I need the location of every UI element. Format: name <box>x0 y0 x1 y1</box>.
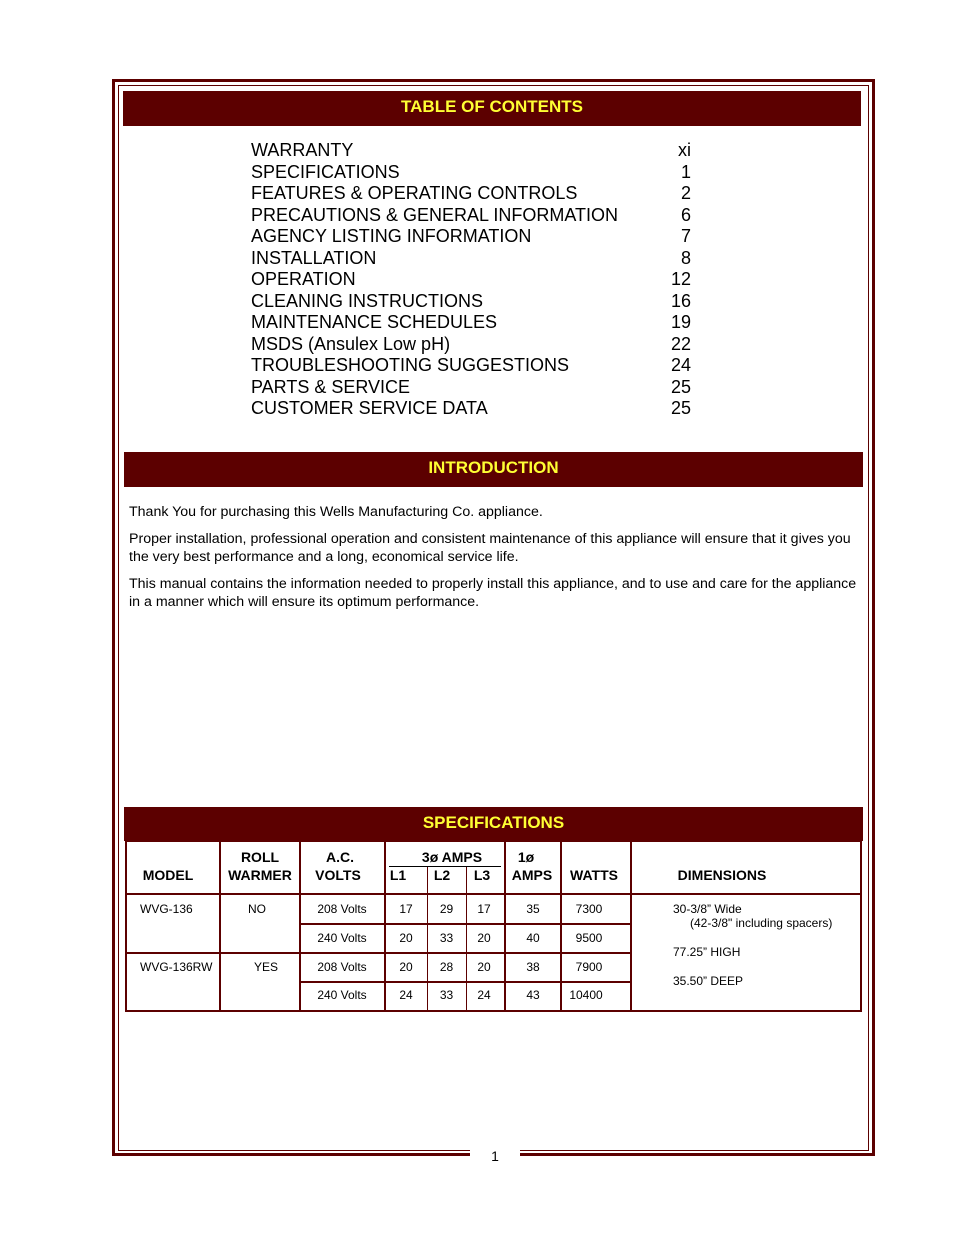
toc-entry-page: 16 <box>670 290 691 311</box>
toc-entry-page: 8 <box>680 247 691 268</box>
page-number: 1 <box>491 1148 499 1164</box>
toc-entry-page: 25 <box>670 398 691 418</box>
specifications-title: SPECIFICATIONS <box>422 813 565 832</box>
l1-cell: 24 <box>399 988 413 1002</box>
watts-cell: 7900 <box>575 960 603 974</box>
l1-cell: 20 <box>399 960 413 974</box>
amps-cell: 40 <box>526 931 540 945</box>
header-dimensions: DIMENSIONS <box>677 867 767 883</box>
toc-entry[interactable] <box>251 205 691 227</box>
roll-warmer-cell: YES <box>253 960 278 974</box>
header-model: MODEL <box>142 867 194 883</box>
toc-entry-page: 6 <box>680 204 691 225</box>
toc-entry[interactable] <box>251 248 691 270</box>
toc-entry-page: xi <box>678 140 691 160</box>
toc-entry-label: MAINTENANCE SCHEDULES <box>251 312 498 332</box>
roll-warmer-cell: NO <box>248 902 266 916</box>
amps-cell: 43 <box>526 988 540 1002</box>
toc-entry-label: TROUBLESHOOTING SUGGESTIONS <box>251 355 570 375</box>
amps-cell: 35 <box>526 902 540 916</box>
toc-entry[interactable] <box>251 269 691 291</box>
toc-entry-label: MSDS (Ansulex Low pH) <box>251 333 451 354</box>
dimension-width-note: (42-3/8" including spacers) <box>690 916 833 930</box>
header-l2: L2 <box>433 867 451 883</box>
l2-cell: 28 <box>439 960 454 974</box>
introduction-heading <box>124 452 863 487</box>
toc-list <box>251 140 691 420</box>
toc-entry[interactable] <box>251 377 691 399</box>
toc-entry-label: OPERATION <box>251 269 356 289</box>
dimension-height: 77.25” HIGH <box>673 945 741 959</box>
table-rule <box>125 893 860 895</box>
table-rule <box>630 840 632 1012</box>
header-three-phase-amps: 3ø AMPS <box>421 849 483 865</box>
introduction-paragraph: Proper installation, professional operation and consistent maintenance of this appliance will ensure that it gives you the very best performance and a long, economical service life. <box>129 531 851 565</box>
watts-cell: 10400 <box>569 988 603 1002</box>
header-l1: L1 <box>389 867 407 883</box>
amps-cell: 38 <box>526 960 540 974</box>
watts-cell: 9500 <box>575 931 603 945</box>
header-roll: ROLL <box>240 849 280 865</box>
toc-entry[interactable] <box>251 183 691 205</box>
toc-entry-page: 12 <box>670 269 691 289</box>
watts-cell: 7300 <box>575 902 603 916</box>
l3-cell: 20 <box>477 931 491 945</box>
toc-entry-label: WARRANTY <box>251 140 354 160</box>
toc-entry-page: 25 <box>670 376 691 397</box>
header-warmer: WARMER <box>228 867 292 883</box>
toc-heading <box>123 91 861 126</box>
l1-cell: 17 <box>399 902 413 916</box>
introduction-paragraph: This manual contains the information needed to properly install this appliance, and to use and care for the appliance in a manner which will ensure its optimum performance. <box>129 576 857 610</box>
table-rule <box>299 923 632 925</box>
volts-cell: 208 Volts <box>317 960 367 974</box>
toc-entry-page: 2 <box>680 183 691 203</box>
toc-entry-label: INSTALLATION <box>251 247 377 268</box>
l3-cell: 20 <box>477 960 491 974</box>
table-rule <box>299 840 301 1012</box>
table-rule <box>560 840 562 1012</box>
toc-entry-label: PRECAUTIONS & GENERAL INFORMATION <box>251 204 619 225</box>
l1-cell: 20 <box>399 931 413 945</box>
toc-entry[interactable] <box>251 140 691 162</box>
l3-cell: 24 <box>477 988 491 1002</box>
header-l3: L3 <box>473 867 491 883</box>
toc-entry[interactable] <box>251 398 691 420</box>
table-rule <box>504 840 506 1012</box>
volts-cell: 208 Volts <box>317 902 367 916</box>
table-rule <box>219 840 221 1012</box>
header-one-phase: 1ø <box>517 849 535 865</box>
toc-entry-label: CUSTOMER SERVICE DATA <box>251 398 488 418</box>
introduction-body <box>129 503 864 620</box>
toc-entry-label: SPECIFICATIONS <box>251 161 400 182</box>
toc-entry-label: CLEANING INSTRUCTIONS <box>251 290 484 311</box>
volts-cell: 240 Volts <box>317 931 367 945</box>
toc-entry-page: 22 <box>670 333 691 354</box>
dimension-width: 30-3/8” Wide <box>673 902 742 916</box>
l2-cell: 29 <box>439 902 454 916</box>
header-ac: A.C. <box>326 849 354 865</box>
toc-entry[interactable] <box>251 334 691 356</box>
model-cell: WVG-136 <box>140 902 193 916</box>
toc-entry[interactable] <box>251 355 691 377</box>
introduction-paragraph: Thank You for purchasing this Wells Manufacturing Co. appliance. <box>129 504 543 520</box>
header-amps: AMPS <box>511 867 553 883</box>
toc-entry-page: 7 <box>680 226 691 246</box>
toc-entry-label: PARTS & SERVICE <box>251 376 411 397</box>
l2-cell: 33 <box>439 988 454 1002</box>
l2-cell: 33 <box>439 931 454 945</box>
table-rule <box>384 840 386 1012</box>
table-rule <box>125 952 632 954</box>
toc-entry-page: 24 <box>670 355 691 375</box>
l3-cell: 17 <box>477 902 491 916</box>
dimension-depth: 35.50” DEEP <box>673 974 744 988</box>
toc-entry-label: AGENCY LISTING INFORMATION <box>251 226 532 246</box>
toc-entry[interactable] <box>251 226 691 248</box>
introduction-title: INTRODUCTION <box>428 458 559 477</box>
header-volts: VOLTS <box>315 867 361 883</box>
toc-entry-page: 1 <box>680 161 691 182</box>
table-rule <box>299 981 632 983</box>
volts-cell: 240 Volts <box>317 988 367 1002</box>
toc-entry[interactable] <box>251 291 691 313</box>
toc-entry-label: FEATURES & OPERATING CONTROLS <box>251 183 578 203</box>
specifications-heading <box>124 807 863 841</box>
toc-title: TABLE OF CONTENTS <box>401 97 583 116</box>
toc-entry[interactable] <box>251 312 691 334</box>
model-cell: WVG-136RW <box>140 960 213 974</box>
header-watts: WATTS <box>570 867 618 883</box>
toc-entry[interactable] <box>251 162 691 184</box>
toc-entry-page: 19 <box>670 312 691 332</box>
